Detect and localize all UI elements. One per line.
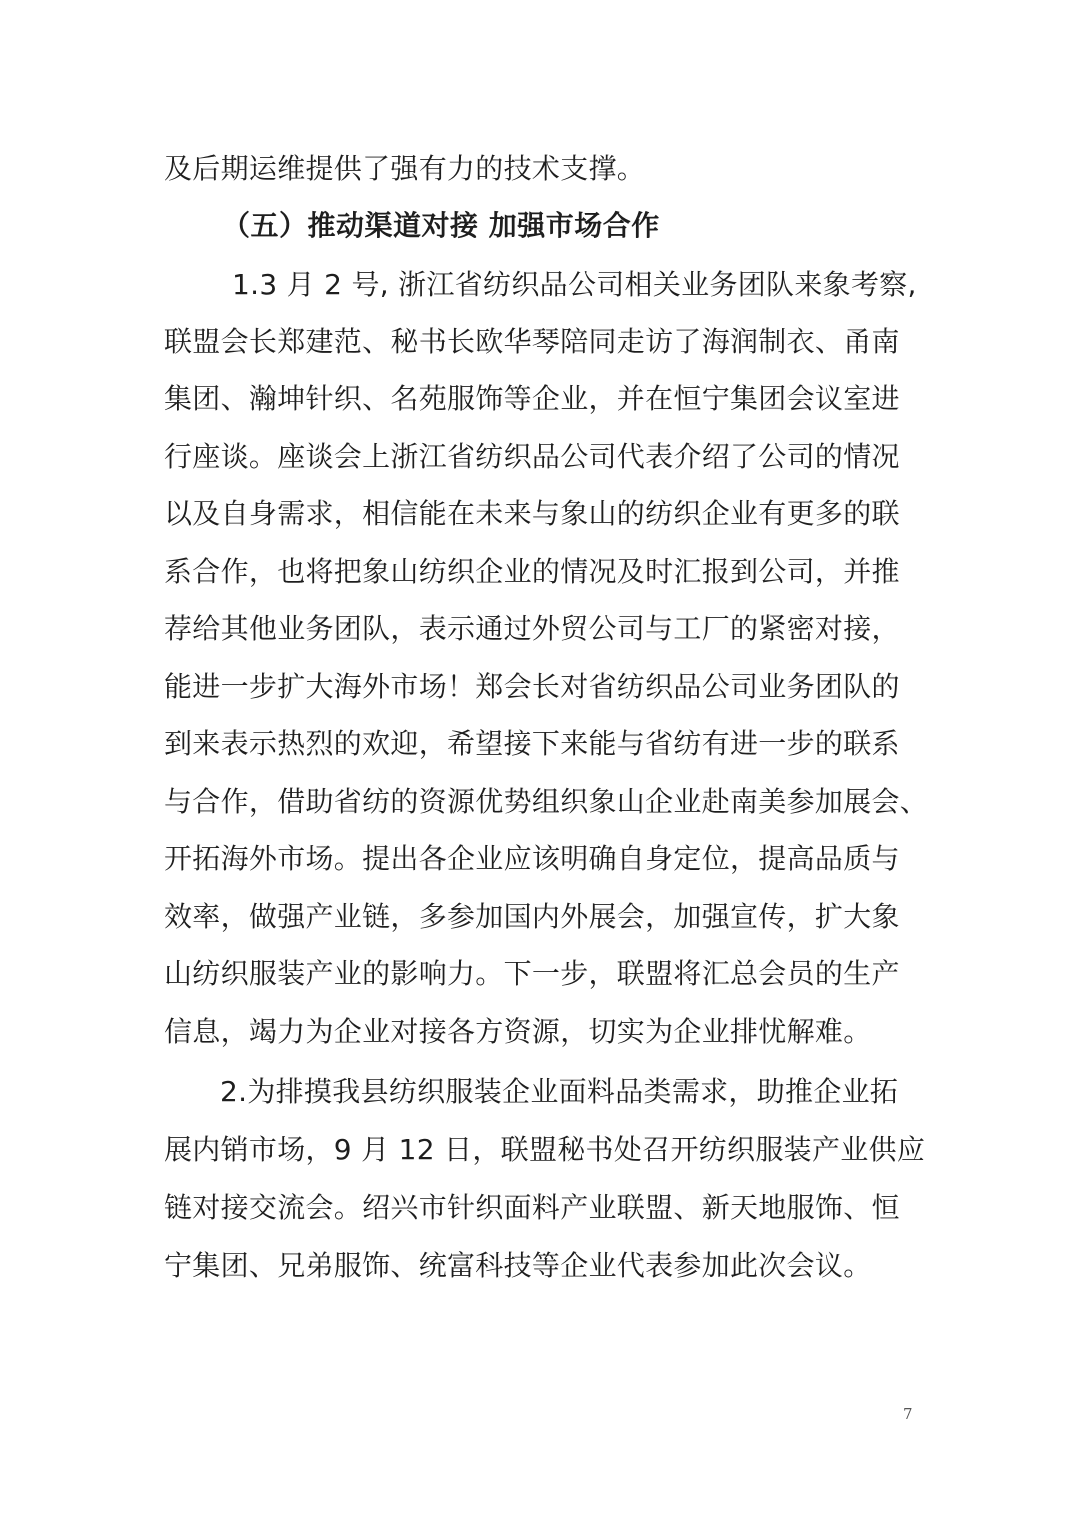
intro-line: 及后期运维提供了强有力的技术支撑。 [164, 152, 646, 185]
paragraph-line: 信息，竭力为企业对接各方资源，切实为企业排忧解难。 [164, 1015, 872, 1048]
paragraph-line: 荐给其他业务团队，表示通过外贸公司与工厂的紧密对接， [164, 612, 900, 645]
paragraph-line: 2.为排摸我县纺织服装企业面料品类需求，助推企业拓 [220, 1075, 899, 1108]
page-number: 7 [903, 1405, 913, 1423]
paragraph-line: 与合作，借助省纺的资源优势组织象山企业赴南美参加展会、 [164, 785, 929, 818]
section-heading: （五）推动渠道对接 加强市场合作 [222, 209, 660, 242]
paragraph-line: 山纺织服装产业的影响力。下一步，联盟将汇总会员的生产 [164, 957, 900, 990]
paragraph-line: 宁集团、兄弟服饰、统富科技等企业代表参加此次会议。 [164, 1249, 872, 1282]
paragraph-line: 系合作，也将把象山纺织企业的情况及时汇报到公司，并推 [164, 555, 900, 588]
paragraph-line: 以及自身需求，相信能在未来与象山的纺织企业有更多的联 [164, 497, 900, 530]
paragraph-line: 能进一步扩大海外市场！郑会长对省纺织品公司业务团队的 [164, 670, 900, 703]
paragraph-line: 开拓海外市场。提出各企业应该明确自身定位，提高品质与 [164, 842, 900, 875]
paragraph-line: 1.3 月 2 号, 浙江省纺织品公司相关业务团队来象考察, [232, 268, 917, 301]
paragraph-line: 链对接交流会。绍兴市针织面料产业联盟、新天地服饰、恒 [164, 1191, 900, 1224]
paragraph-line: 效率，做强产业链，多参加国内外展会，加强宣传，扩大象 [164, 900, 900, 933]
paragraph-line: 集团、瀚坤针织、名苑服饰等企业，并在恒宁集团会议室进 [164, 382, 900, 415]
paragraph-line: 到来表示热烈的欢迎，希望接下来能与省纺有进一步的联系 [164, 727, 900, 760]
paragraph-line: 展内销市场，9 月 12 日，联盟秘书处召开纺织服装产业供应 [164, 1133, 926, 1166]
paragraph-line: 行座谈。座谈会上浙江省纺织品公司代表介绍了公司的情况 [164, 440, 900, 473]
paragraph-line: 联盟会长郑建范、秘书长欧华琴陪同走访了海润制衣、甬南 [164, 325, 900, 358]
